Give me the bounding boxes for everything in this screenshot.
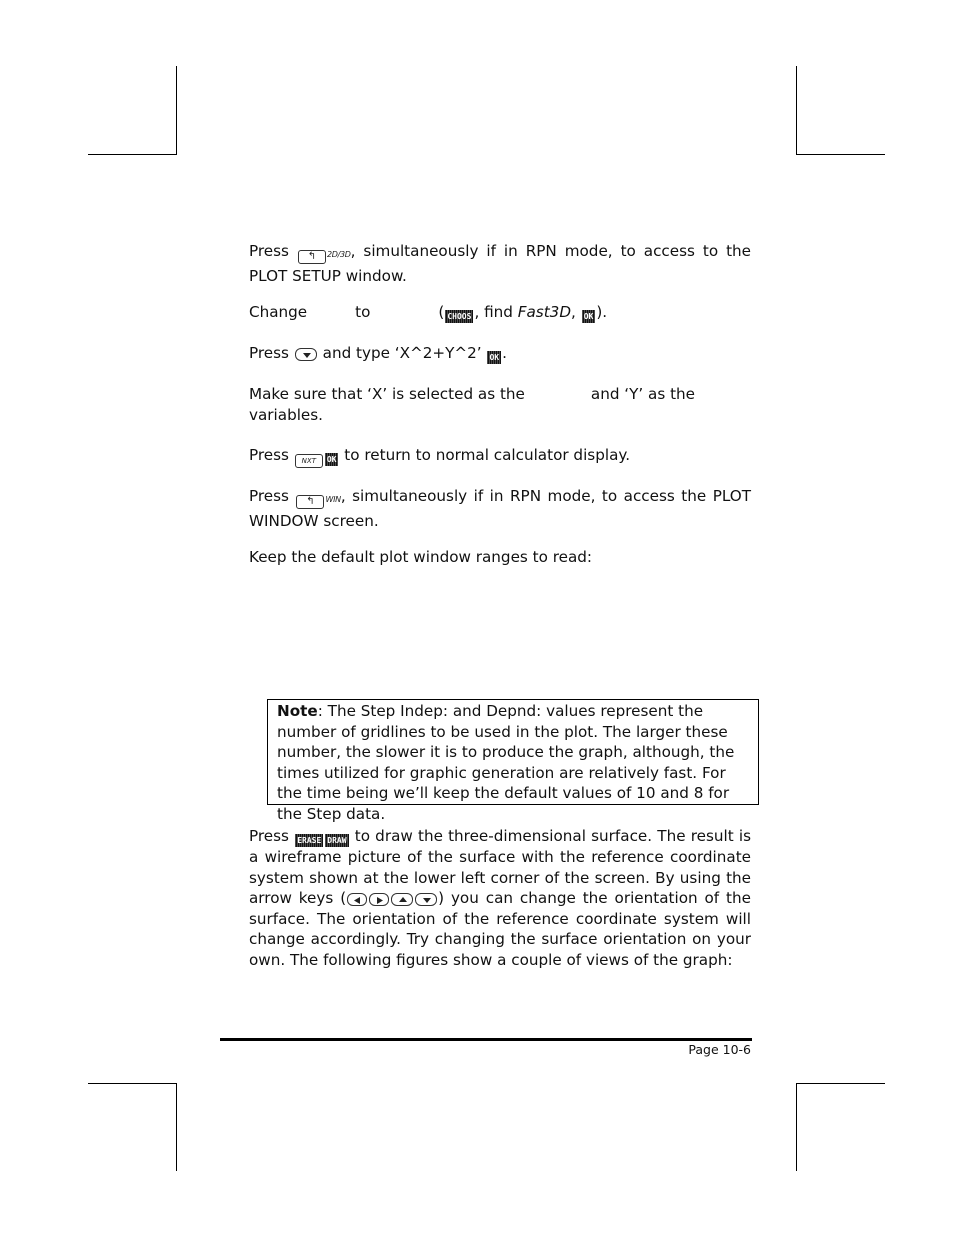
return-text: to return to normal calculator display. [344, 446, 631, 464]
nxt-key-icon: NXT [295, 454, 323, 468]
press-word: Press [249, 344, 289, 362]
press-word: Press [249, 487, 289, 505]
ok-softkey-icon: OK [489, 353, 500, 362]
ok-softkey-icon: OK [326, 455, 337, 464]
up-arrow-key-icon [391, 893, 413, 906]
left-shift-key-icon: ↰ [298, 250, 326, 264]
open-paren: ( [438, 303, 445, 321]
plot-setup-text: , simultaneously if in RPN mode, to access to the PLOT SETUP window. [249, 242, 752, 285]
erase-softkey-icon: ERASE [297, 836, 322, 845]
note-label: Note [277, 702, 318, 720]
crop-mark-bottom-right-vertical [796, 1083, 797, 1171]
and-y-text: and ‘Y’ as the [590, 385, 696, 403]
crop-mark-bottom-left-vertical [176, 1083, 177, 1171]
press-word: Press [249, 446, 289, 464]
close-paren: ). [596, 303, 608, 321]
make-sure-text: Make sure that ‘X’ is selected as the [249, 385, 525, 403]
press-word: Press [249, 827, 289, 845]
crop-mark-top-left-horizontal [88, 154, 177, 155]
paragraph-draw-surface [249, 826, 751, 970]
paragraph-type-function [249, 343, 751, 364]
plot-window-text: , simultaneously if in RPN mode, to access the PLOT WINDOW screen. [249, 487, 752, 530]
press-word: Press [249, 242, 289, 260]
crop-mark-top-right-vertical [796, 66, 797, 154]
choos-softkey-icon: CHOOS [447, 312, 472, 321]
draw-text-part2: ) you can change the orientation of the surface. The orientation of the reference coordinate system will change accordingly. Try changing the surface orientation on your own. The following figures show a couple of views of the graph: [249, 889, 751, 969]
ok-softkey-icon: OK [583, 312, 594, 321]
crop-mark-top-right-horizontal [796, 154, 885, 155]
down-arrow-key-icon [415, 893, 437, 906]
change-word: Change [249, 303, 308, 321]
right-arrow-key-icon [369, 893, 389, 906]
paragraph-plot-window [249, 486, 751, 531]
paragraph-change-type [249, 302, 751, 323]
draw-text-part1: to draw the three-dimensional surface. The result is a wireframe picture of the surface with the reference coordinate system shown at the lower left corner of the screen. By using the arrow keys ( [249, 827, 752, 907]
to-word: to [355, 303, 371, 321]
footer-rule [220, 1038, 752, 1041]
fast3d-text: Fast3D [517, 303, 572, 321]
find-text: , find [474, 303, 518, 321]
down-arrow-key-icon [295, 348, 317, 361]
note-box [267, 699, 759, 823]
left-arrow-key-icon [347, 893, 367, 906]
left-shift-key-icon: ↰ [296, 495, 324, 509]
2d3d-key-icon: 2D/3D [326, 250, 351, 259]
type-function-text: and type ‘X^2+Y^2’ [317, 344, 482, 362]
variables-text: variables. [249, 405, 324, 424]
keep-default-text: Keep the default plot window ranges to read: [249, 548, 593, 566]
paragraph-variables [249, 384, 751, 425]
paragraph-plot-setup [249, 241, 751, 286]
draw-softkey-icon: DRAW [327, 836, 347, 845]
note-text: : The Step Indep: and Depnd: values represent the number of gridlines to be used in the plot. The larger these number, the slower it is to produce the graph, although, the times utilized for graphic generation are relatively fast. For the time being we’ll keep the default values of 10 and 8 for the Step data. [277, 702, 735, 823]
crop-mark-bottom-right-horizontal [796, 1083, 885, 1084]
win-key-icon: WIN [325, 495, 341, 504]
crop-mark-top-left-vertical [176, 66, 177, 154]
paragraph-keep-default [249, 547, 751, 568]
page-number: Page 10-6 [688, 1042, 751, 1057]
paragraph-return [249, 445, 751, 468]
crop-mark-bottom-left-horizontal [88, 1083, 177, 1084]
comma: , [571, 303, 576, 321]
period: . [502, 344, 507, 362]
